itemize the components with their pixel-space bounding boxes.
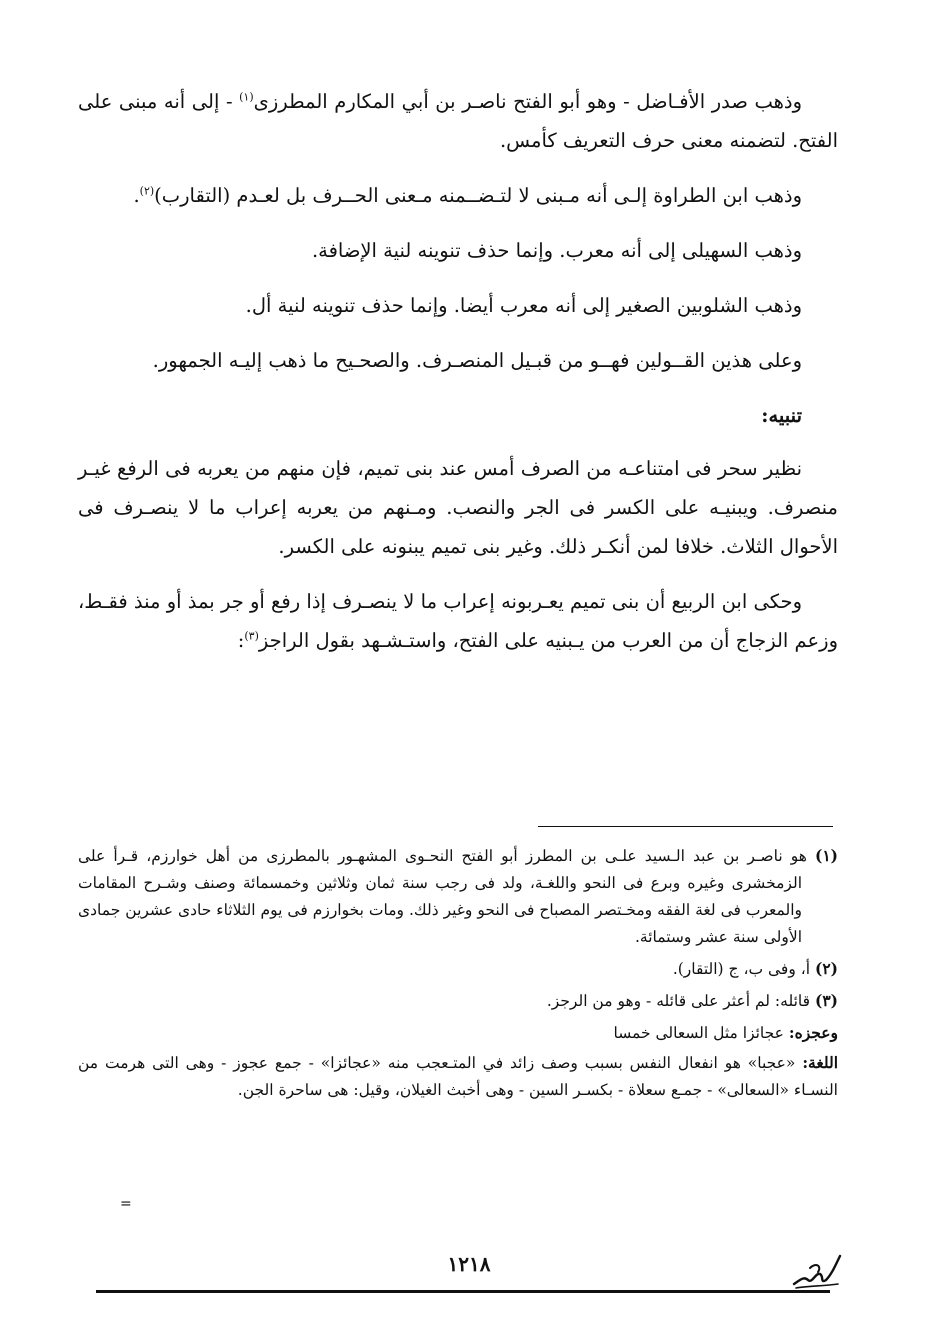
footnotes [78,842,838,1106]
footnote-ref[interactable]: (١) [239,90,254,104]
footnote-number: (٣) [814,991,838,1010]
page-number: ١٢١٨ [447,1252,491,1276]
paragraph: نظير سحر فى امتناعـه من الصرف أمس عند بنى تميم، فإن منهم من يعربه فى الرفع غيـر منصرف. ويبنيـه على الكسر فى الجر والنصب. ومـنهم من يعربه إعراب ما لا ينصـرف فى الأحوال الثلاث. خلافا لمن أنكـر ذلك. وغير بنى تميم يبنونه على الكسر. [78,457,838,558]
footnote-number: (٢) [814,959,838,978]
paragraph: وذهب السهيلى إلى أنه معرب. وإنما حذف تنوينه لنية الإضافة. [311,239,802,262]
lexicon-label: اللغة: [802,1053,838,1072]
footnote-text: هو ناصـر بن عبد الـسيد علـى بن المطرز أبو الفتح النحـوى المشهـور بالمطرزى من أهل خوارزم، قـرأ على الزمخشرى وغيره وبرع فى النحو واللغـة، ولد فى رجب سنة ثمان وثلاثين وخمسمائة وصنف وشـرح المقامات والمعرب فى لغة الفقه ومخـتصر المصباح فى النحو وغير ذلك. ومات بخوارزم فى يوم الثلاثاء حادى عشرين جمادى الأولى سنة عشر وستمائة. [78,847,807,946]
footnote-ref[interactable]: (٢) [139,184,155,198]
verse-text: عجائزا مثل السعالى خمسا [613,1024,784,1042]
verse-label: وعجزه: [788,1023,838,1042]
footnote [78,987,838,1015]
lexicon-note [78,1049,838,1104]
footnote-ref[interactable]: (٣) [244,629,259,643]
paragraph: وحكى ابن الربيع أن بنى تميم يعـربونه إعراب ما لا ينصـرف إذا رفع أو جر بمذ أو منذ فقـط، وزعم الزجاج أن من العرب من يـبنيه على الفتح، واستـشـهد بقول الراجز$^{(٣)}$: [78,590,838,652]
continuation-mark: = [120,1196,132,1212]
signature-mark-icon [790,1250,844,1292]
verse-line [78,1019,838,1047]
paragraph: وذهب ابن الطراوة إلـى أنه مـبنى لا لتـضــمنه مـعنى الحــرف بل لعـدم (التقارب)$^{(٢)}$. [133,184,802,207]
section-heading: تنبيه: [761,404,802,427]
page-bottom-rule [96,1290,830,1293]
footnote [78,842,838,951]
main-text [78,82,838,676]
footnote-number: (١) [814,846,838,865]
paragraph: وذهب صدر الأفـاضل - وهو أبو الفتح ناصـر بن أبي المكارم المطرزى$^{(١)}$ - إلى أنه مبنى على الفتح. لتضمنه معنى حرف التعريف كأمس. [78,90,838,152]
lexicon-text: «عجبا» هو انفعال النفس بسبب وصف زائد في المتـعجب منه «عجائزا» - جمع عجوز - وهى التى هرمت من النسـاء «السعالى» - جمـع سعلاة - بكسـر السين - وهى أخبث الغيلان، وقيل: هى ساحرة الجن. [78,1054,838,1099]
footnote-text: أ، وفى ب، ج (التقار). [672,960,811,978]
paragraph: وذهب الشلوبين الصغير إلى أنه معرب أيضا. وإنما حذف تنوينه لنية أل. [245,294,802,317]
paragraph: وعلى هذين القــولين فهــو من قبـيل المنصـرف. والصحـيح ما ذهب إليـه الجمهور. [152,349,802,372]
footnote-separator [538,826,833,827]
footnote [78,955,838,983]
footnote-text: قائله: لم أعثر على قائله - وهو من الرجز. [546,992,811,1010]
